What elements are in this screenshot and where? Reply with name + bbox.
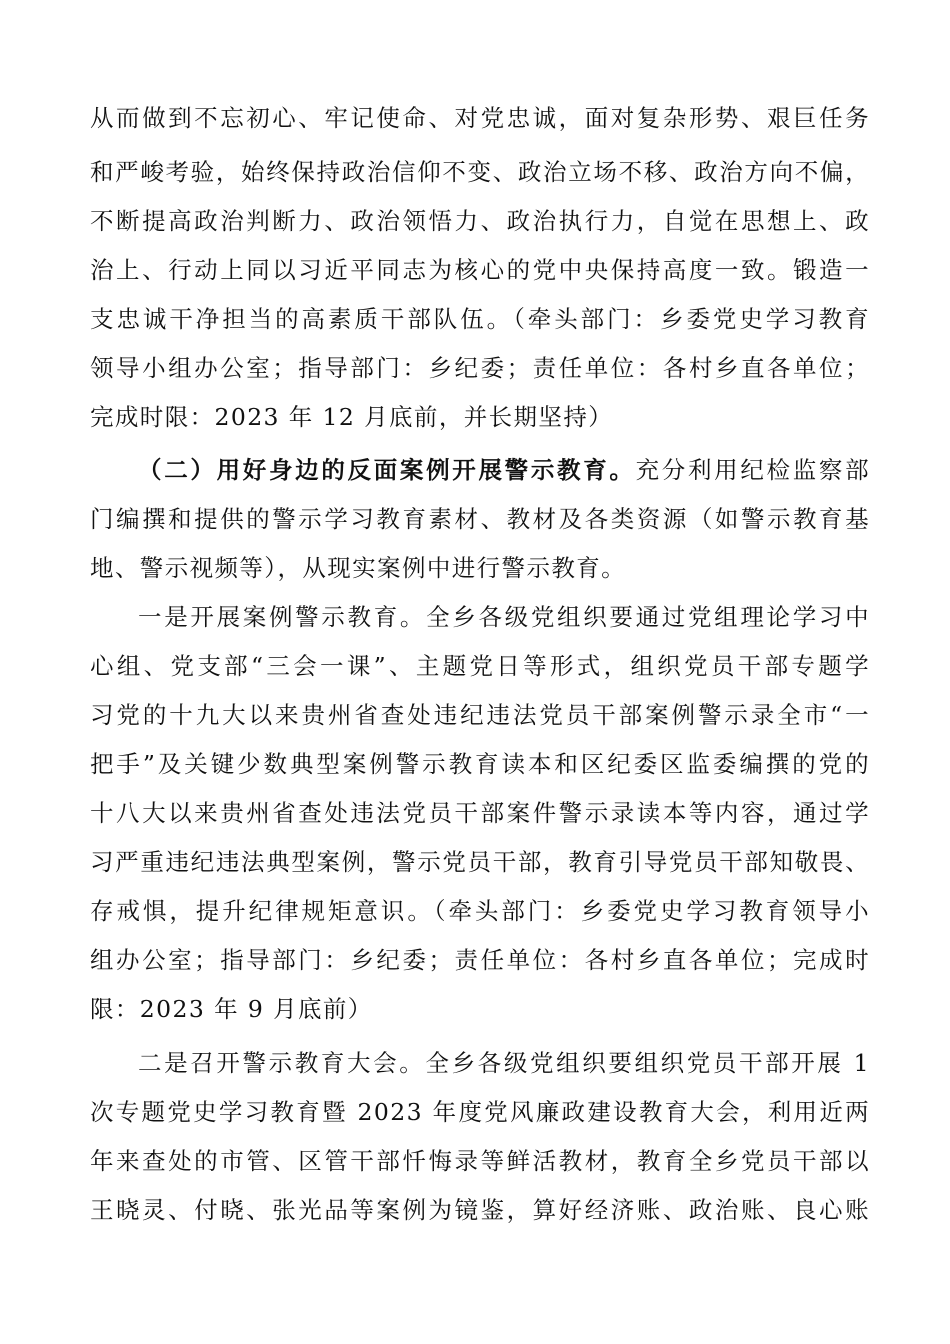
paragraph-line: 门编撰和提供的警示学习教育素材、教材及各类资源（如警示教育基 bbox=[90, 505, 870, 533]
paragraph-line: 习严重违纪违法典型案例，警示党员干部，教育引导党员干部知敬畏、 bbox=[90, 848, 870, 876]
paragraph-line: 十八大以来贵州省查处违法党员干部案件警示录读本等内容，通过学 bbox=[90, 799, 870, 827]
paragraph-line: 心组、党支部“三会一课”、主题党日等形式，组织党员干部专题学 bbox=[90, 652, 870, 680]
paragraph-line: 把手”及关键少数典型案例警示教育读本和区纪委区监委编撰的党的 bbox=[90, 750, 870, 778]
paragraph-line: 和严峻考验，始终保持政治信仰不变、政治立场不移、政治方向不偏， bbox=[90, 158, 870, 186]
paragraph-line: 二是召开警示教育大会。全乡各级党组织要组织党员干部开展 1 bbox=[138, 1049, 870, 1077]
section-heading: （二）用好身边的反面案例开展警示教育。 bbox=[138, 456, 636, 484]
paragraph-line: 存戒惧，提升纪律规矩意识。（牵头部门：乡委党史学习教育领导小 bbox=[90, 897, 870, 925]
paragraph-line: 完成时限：2023 年 12 月底前，并长期坚持） bbox=[90, 403, 614, 431]
paragraph-line: 年来查处的市管、区管干部忏悔录等鲜活教材，教育全乡党员干部以 bbox=[90, 1147, 870, 1175]
paragraph-line: 组办公室；指导部门：乡纪委；责任单位：各村乡直各单位；完成时 bbox=[90, 946, 870, 974]
paragraph-line: 次专题党史学习教育暨 2023 年度党风廉政建设教育大会，利用近两 bbox=[90, 1098, 870, 1126]
section-heading-line bbox=[138, 450, 870, 490]
paragraph-line: 领导小组办公室；指导部门：乡纪委；责任单位：各村乡直各单位； bbox=[90, 354, 870, 382]
paragraph-line: 从而做到不忘初心、牢记使命、对党忠诚，面对复杂形势、艰巨任务 bbox=[90, 104, 870, 132]
paragraph-line: 习党的十九大以来贵州省查处违纪违法党员干部案例警示录全市“一 bbox=[90, 701, 870, 729]
paragraph-line: 治上、行动上同以习近平同志为核心的党中央保持高度一致。锻造一 bbox=[90, 256, 870, 284]
paragraph-line: 不断提高政治判断力、政治领悟力、政治执行力，自觉在思想上、政 bbox=[90, 207, 870, 235]
paragraph-line: 限：2023 年 9 月底前） bbox=[90, 995, 373, 1023]
paragraph-line: 支忠诚干净担当的高素质干部队伍。（牵头部门：乡委党史学习教育 bbox=[90, 305, 870, 333]
paragraph-line: 地、警示视频等），从现实案例中进行警示教育。 bbox=[90, 554, 627, 582]
paragraph-line: 一是开展案例警示教育。全乡各级党组织要通过党组理论学习中 bbox=[138, 603, 870, 631]
section-heading-continuation: 充分利用纪检监察部 bbox=[635, 456, 870, 484]
paragraph-line: 王晓灵、付晓、张光品等案例为镜鉴，算好经济账、政治账、良心账 bbox=[90, 1196, 870, 1224]
